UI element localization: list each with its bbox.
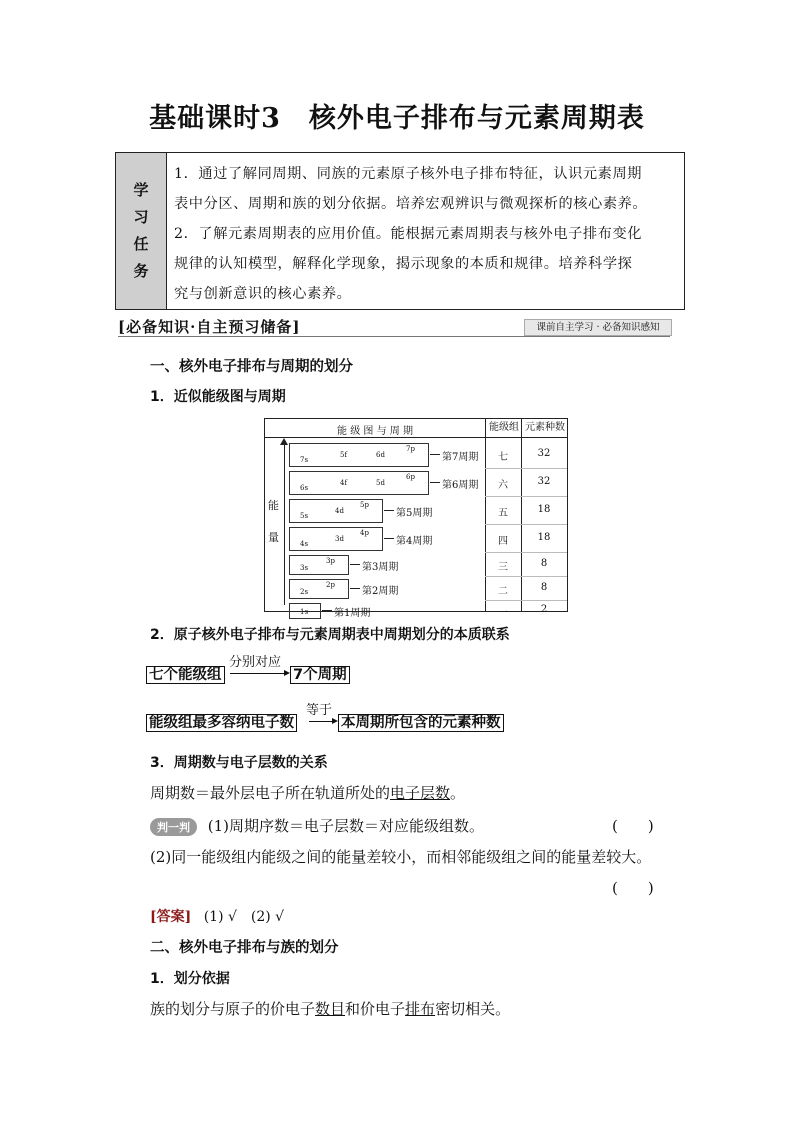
level-group-number: 六 <box>498 480 508 491</box>
period-arrow <box>350 588 360 589</box>
section-divider <box>118 336 670 337</box>
part2-line-b: 和价电子 <box>345 1000 406 1018</box>
task-line: 规律的认知模型，解释化学现象，揭示现象的本质和规律。培养科学探 <box>174 256 633 272</box>
energy-level-label: 6p <box>406 473 415 481</box>
level-group-number: 五 <box>498 508 508 519</box>
level-group-number: 四 <box>498 536 508 547</box>
relation2-right <box>338 711 504 732</box>
energy-level-label: 4f <box>340 479 348 487</box>
energy-level-group-box <box>289 579 349 599</box>
energy-level-group-box <box>289 555 349 575</box>
period-arrow <box>384 538 394 539</box>
energy-level-group-box <box>289 499 383 523</box>
level-group-number: 一 <box>498 608 508 619</box>
answer-line <box>150 906 284 926</box>
relation1-left <box>146 663 225 684</box>
relation2-left-box: 能级组最多容纳电子数 <box>146 714 297 732</box>
energy-level-label: 5d <box>376 479 385 487</box>
task-label-char: 习 <box>133 208 149 226</box>
energy-level-group-box <box>289 443 429 467</box>
chart-row <box>265 525 567 551</box>
task-line: 表中分区、周期和族的划分依据。培养宏观辨识与微观探析的核心素养。 <box>174 196 648 212</box>
element-count: 18 <box>537 532 551 543</box>
energy-level-label: 2s <box>300 588 309 596</box>
q2-answer-paren: ( ) <box>612 879 654 897</box>
relation2-left <box>146 711 297 732</box>
energy-level-label: 2p <box>326 581 335 589</box>
period-arrow <box>384 510 394 511</box>
element-count: 8 <box>540 582 548 593</box>
period-label: 第7周期 <box>442 452 479 463</box>
part1-sub3: 3．周期数与电子层数的关系 <box>150 755 328 771</box>
part2-u2: 排布 <box>405 1000 436 1018</box>
relation2-right-box: 本周期所包含的元素种数 <box>338 714 504 732</box>
axis-label: 能 <box>268 499 279 512</box>
element-count: 2 <box>540 604 548 615</box>
judge-badge: 判一判 <box>150 818 197 836</box>
page-title: 基础课时3 核外电子排布与元素周期表 <box>149 103 645 134</box>
section-tag: 课前自主学习 · 必备知识感知 <box>524 319 672 336</box>
energy-level-group-box <box>289 603 321 619</box>
chart-row <box>265 577 567 599</box>
part2-line-a: 族的划分与原子的价电子 <box>150 1000 316 1018</box>
chart-row <box>265 601 567 619</box>
level-group-number: 二 <box>498 586 508 597</box>
formula-pre: 周期数＝最外层电子所在轨道所处的 <box>150 784 391 802</box>
period-label: 第6周期 <box>442 480 479 491</box>
task-line: 究与创新意识的核心素养。 <box>174 286 352 302</box>
chart-row <box>265 497 567 523</box>
chart-row <box>265 441 567 467</box>
element-count: 32 <box>537 476 551 487</box>
part2-u1: 数目 <box>315 1000 346 1018</box>
relation1-arrow <box>230 673 286 674</box>
chart-row <box>265 469 567 495</box>
part2-line-c: 密切相关。 <box>435 1000 511 1018</box>
period-arrow <box>350 564 360 565</box>
energy-level-label: 4d <box>335 507 344 515</box>
energy-level-label: 4s <box>300 540 309 548</box>
q2-text: (2)同一能级组内能级之间的能量差较小，而相邻能级组之间的能量差较大。 <box>150 848 652 866</box>
energy-level-label: 7s <box>300 456 309 464</box>
period-arrow <box>430 482 440 483</box>
period-label: 第4周期 <box>396 536 433 547</box>
period-label: 第1周期 <box>334 608 371 619</box>
part2-line <box>150 998 510 1019</box>
task-line: 2．了解元素周期表的应用价值。能根据元素周期表与核外电子排布变化 <box>174 226 643 242</box>
element-count: 32 <box>537 448 551 459</box>
learning-tasks-box <box>115 152 685 310</box>
energy-level-label: 3d <box>335 535 344 543</box>
judge-q1 <box>150 815 484 836</box>
element-count: 18 <box>537 504 551 515</box>
q1-answer-paren: ( ) <box>612 817 654 835</box>
level-group-number: 七 <box>498 452 508 463</box>
task-text <box>174 159 679 309</box>
relation1-arrow-label: 分别对应 <box>229 655 282 670</box>
task-label <box>116 153 167 309</box>
task-label-char: 务 <box>133 262 149 280</box>
level-group-number: 三 <box>498 562 508 573</box>
relation1-left-box: 七个能级组 <box>146 666 225 684</box>
chart-header <box>265 419 567 438</box>
part2-heading: 二、核外电子排布与族的划分 <box>150 940 339 956</box>
period-label: 第2周期 <box>362 586 399 597</box>
energy-level-group-box <box>289 527 383 551</box>
answer-text: (1) √ (2) √ <box>203 909 285 925</box>
energy-level-label: 6d <box>376 451 385 459</box>
energy-level-label: 5s <box>300 512 309 520</box>
energy-level-label: 1s <box>300 608 309 616</box>
energy-level-label: 7p <box>406 445 415 453</box>
chart-col-header: 能 级 图 与 周 期 <box>337 426 413 437</box>
q1-text: (1)周期序数＝电子层数＝对应能级组数。 <box>207 817 485 835</box>
element-count: 8 <box>540 558 548 569</box>
task-label-char: 学 <box>133 181 149 199</box>
energy-level-label: 6s <box>300 484 309 492</box>
energy-level-chart <box>264 418 568 619</box>
energy-level-group-box <box>289 471 429 495</box>
relation1-right <box>290 663 350 684</box>
relation2-arrow-label: 等于 <box>306 703 333 718</box>
formula-post: 。 <box>450 784 466 802</box>
chart-col-header: 元素种数 <box>521 419 568 437</box>
part2-sub1: 1．划分依据 <box>150 971 230 987</box>
task-line: 1．通过了解同周期、同族的元素原子核外电子排布特征，认识元素周期 <box>174 166 643 182</box>
relation2-arrow <box>309 721 334 722</box>
period-label: 第3周期 <box>362 562 399 573</box>
part1-sub2: 2．原子核外电子排布与元素周期表中周期划分的本质联系 <box>150 627 510 643</box>
section-heading: [必备知识·自主预习储备] <box>118 318 301 336</box>
energy-level-label: 3p <box>326 557 335 565</box>
period-arrow <box>322 610 332 611</box>
energy-level-label: 5p <box>360 501 369 509</box>
formula-line <box>150 782 465 803</box>
chart-row <box>265 553 567 575</box>
formula-underlined: 电子层数 <box>390 784 451 802</box>
axis-label: 量 <box>268 531 279 544</box>
chart-col-header: 能级组 <box>485 419 522 437</box>
period-label: 第5周期 <box>396 508 433 519</box>
task-label-char: 任 <box>133 235 149 253</box>
answer-label: [答案] <box>150 909 192 925</box>
part1-sub1: 1．近似能级图与周期 <box>150 389 286 405</box>
energy-level-label: 5f <box>340 451 348 459</box>
energy-level-label: 3s <box>300 564 309 572</box>
relation1-right-box: 7个周期 <box>290 666 350 684</box>
period-arrow <box>430 454 440 455</box>
part1-heading: 一、核外电子排布与周期的划分 <box>150 359 353 375</box>
energy-level-label: 4p <box>360 529 369 537</box>
